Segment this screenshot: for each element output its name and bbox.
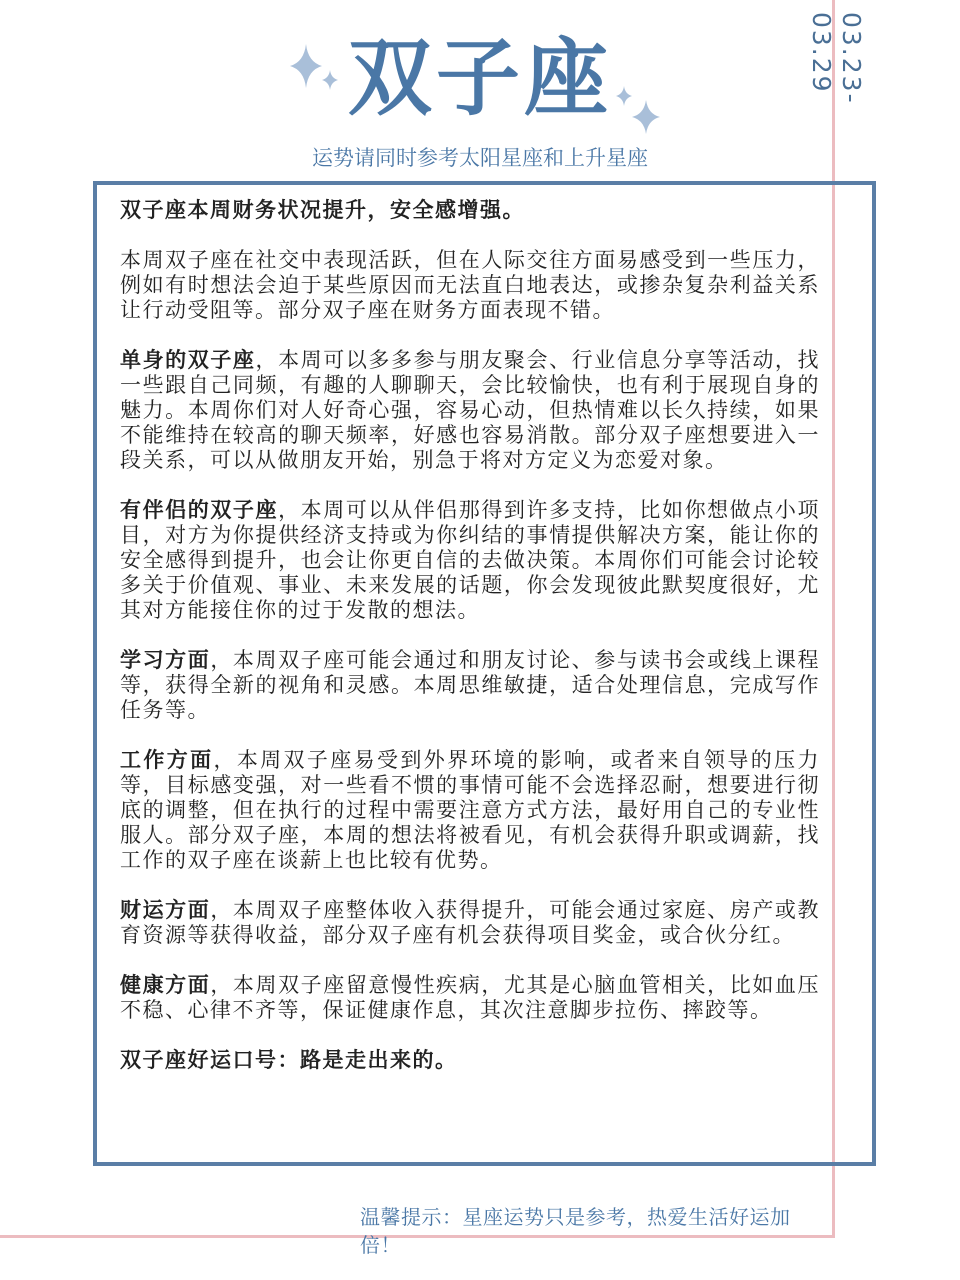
slogan: 双子座好运口号：路是走出来的。 [120, 1048, 458, 1072]
subtitle: 运势请同时参考太阳星座和上升星座 [312, 146, 648, 170]
horoscope-content [120, 198, 820, 1098]
paragraph-wealth: 财运方面，本周双子座整体收入获得提升，可能会通过家庭、房产或教育资源等获得收益，部分双子座有机会获得项目奖金，或合伙分红。 [120, 898, 821, 947]
label-wealth: 财运方面 [120, 898, 211, 922]
paragraph-work: 工作方面，本周双子座易受到外界环境的影响，或者来自领导的压力等，目标感变强，对一些看不惯的事情可能不会选择忍耐，想要进行彻底的调整，但在执行的过程中需要注意方式方法，最好用自己的专业性服人。部分双子座，本周的想法将被看见，有机会获得升职或调薪，找工作的双子座在谈薪上也比较有优势。 [120, 748, 821, 872]
paragraph-single: 单身的双子座，本周可以多多参与朋友聚会、行业信息分享等活动，找一些跟自己同频，有趣的人聊聊天，会比较愉快，也有利于展现自身的魅力。本周你们对人好奇心强，容易心动，但热情难以长久持续，如果不能维持在较高的聊天频率，好感也容易消散。部分双子座想要进入一段关系，可以从做朋友开始，别急于将对方定义为恋爱对象。 [120, 348, 820, 472]
label-work: 工作方面 [120, 748, 214, 772]
headline: 双子座本周财务状况提升，安全感增强。 [120, 198, 525, 222]
sparkle-icon-right [610, 82, 666, 138]
label-partner: 有伴侣的双子座 [120, 498, 279, 522]
date-range: 03.23-03.29 [807, 12, 866, 105]
label-study: 学习方面 [120, 648, 211, 672]
label-single: 单身的双子座 [120, 348, 256, 372]
paragraph-study: 学习方面，本周双子座可能会通过和朋友讨论、参与读书会或线上课程等，获得全新的视角和灵感。本周思维敏捷，适合处理信息，完成写作任务等。 [120, 648, 821, 722]
intro-paragraph: 本周双子座在社交中表现活跃，但在人际交往方面易感受到一些压力，例如有时想法会迫于某些原因而无法直白地表达，或掺杂复杂利益关系让行动受阻等。部分双子座在财务方面表现不错。 [120, 248, 820, 322]
footer-tip: 温馨提示：星座运势只是参考，热爱生活好运加倍！ [360, 1205, 791, 1257]
paragraph-health: 健康方面，本周双子座留意慢性疾病，尤其是心脑血管相关，比如血压不稳、心律不齐等，保证健康作息，其次注意脚步拉伤、摔跤等。 [120, 973, 821, 1022]
page-title: 双子座 [347, 29, 612, 127]
paragraph-partner: 有伴侣的双子座，本周可以从伴侣那得到许多支持，比如你想做点小项目，对方为你提供经济支持或为你纠结的事情提供解决方案，能让你的安全感得到提升，也会让你更自信的去做决策。本周你们可能会讨论较多关于价值观、事业、未来发展的话题，你会发现彼此默契度很好，尤其对方能接住你的过于发散的想法。 [120, 498, 821, 622]
label-health: 健康方面 [120, 973, 211, 997]
